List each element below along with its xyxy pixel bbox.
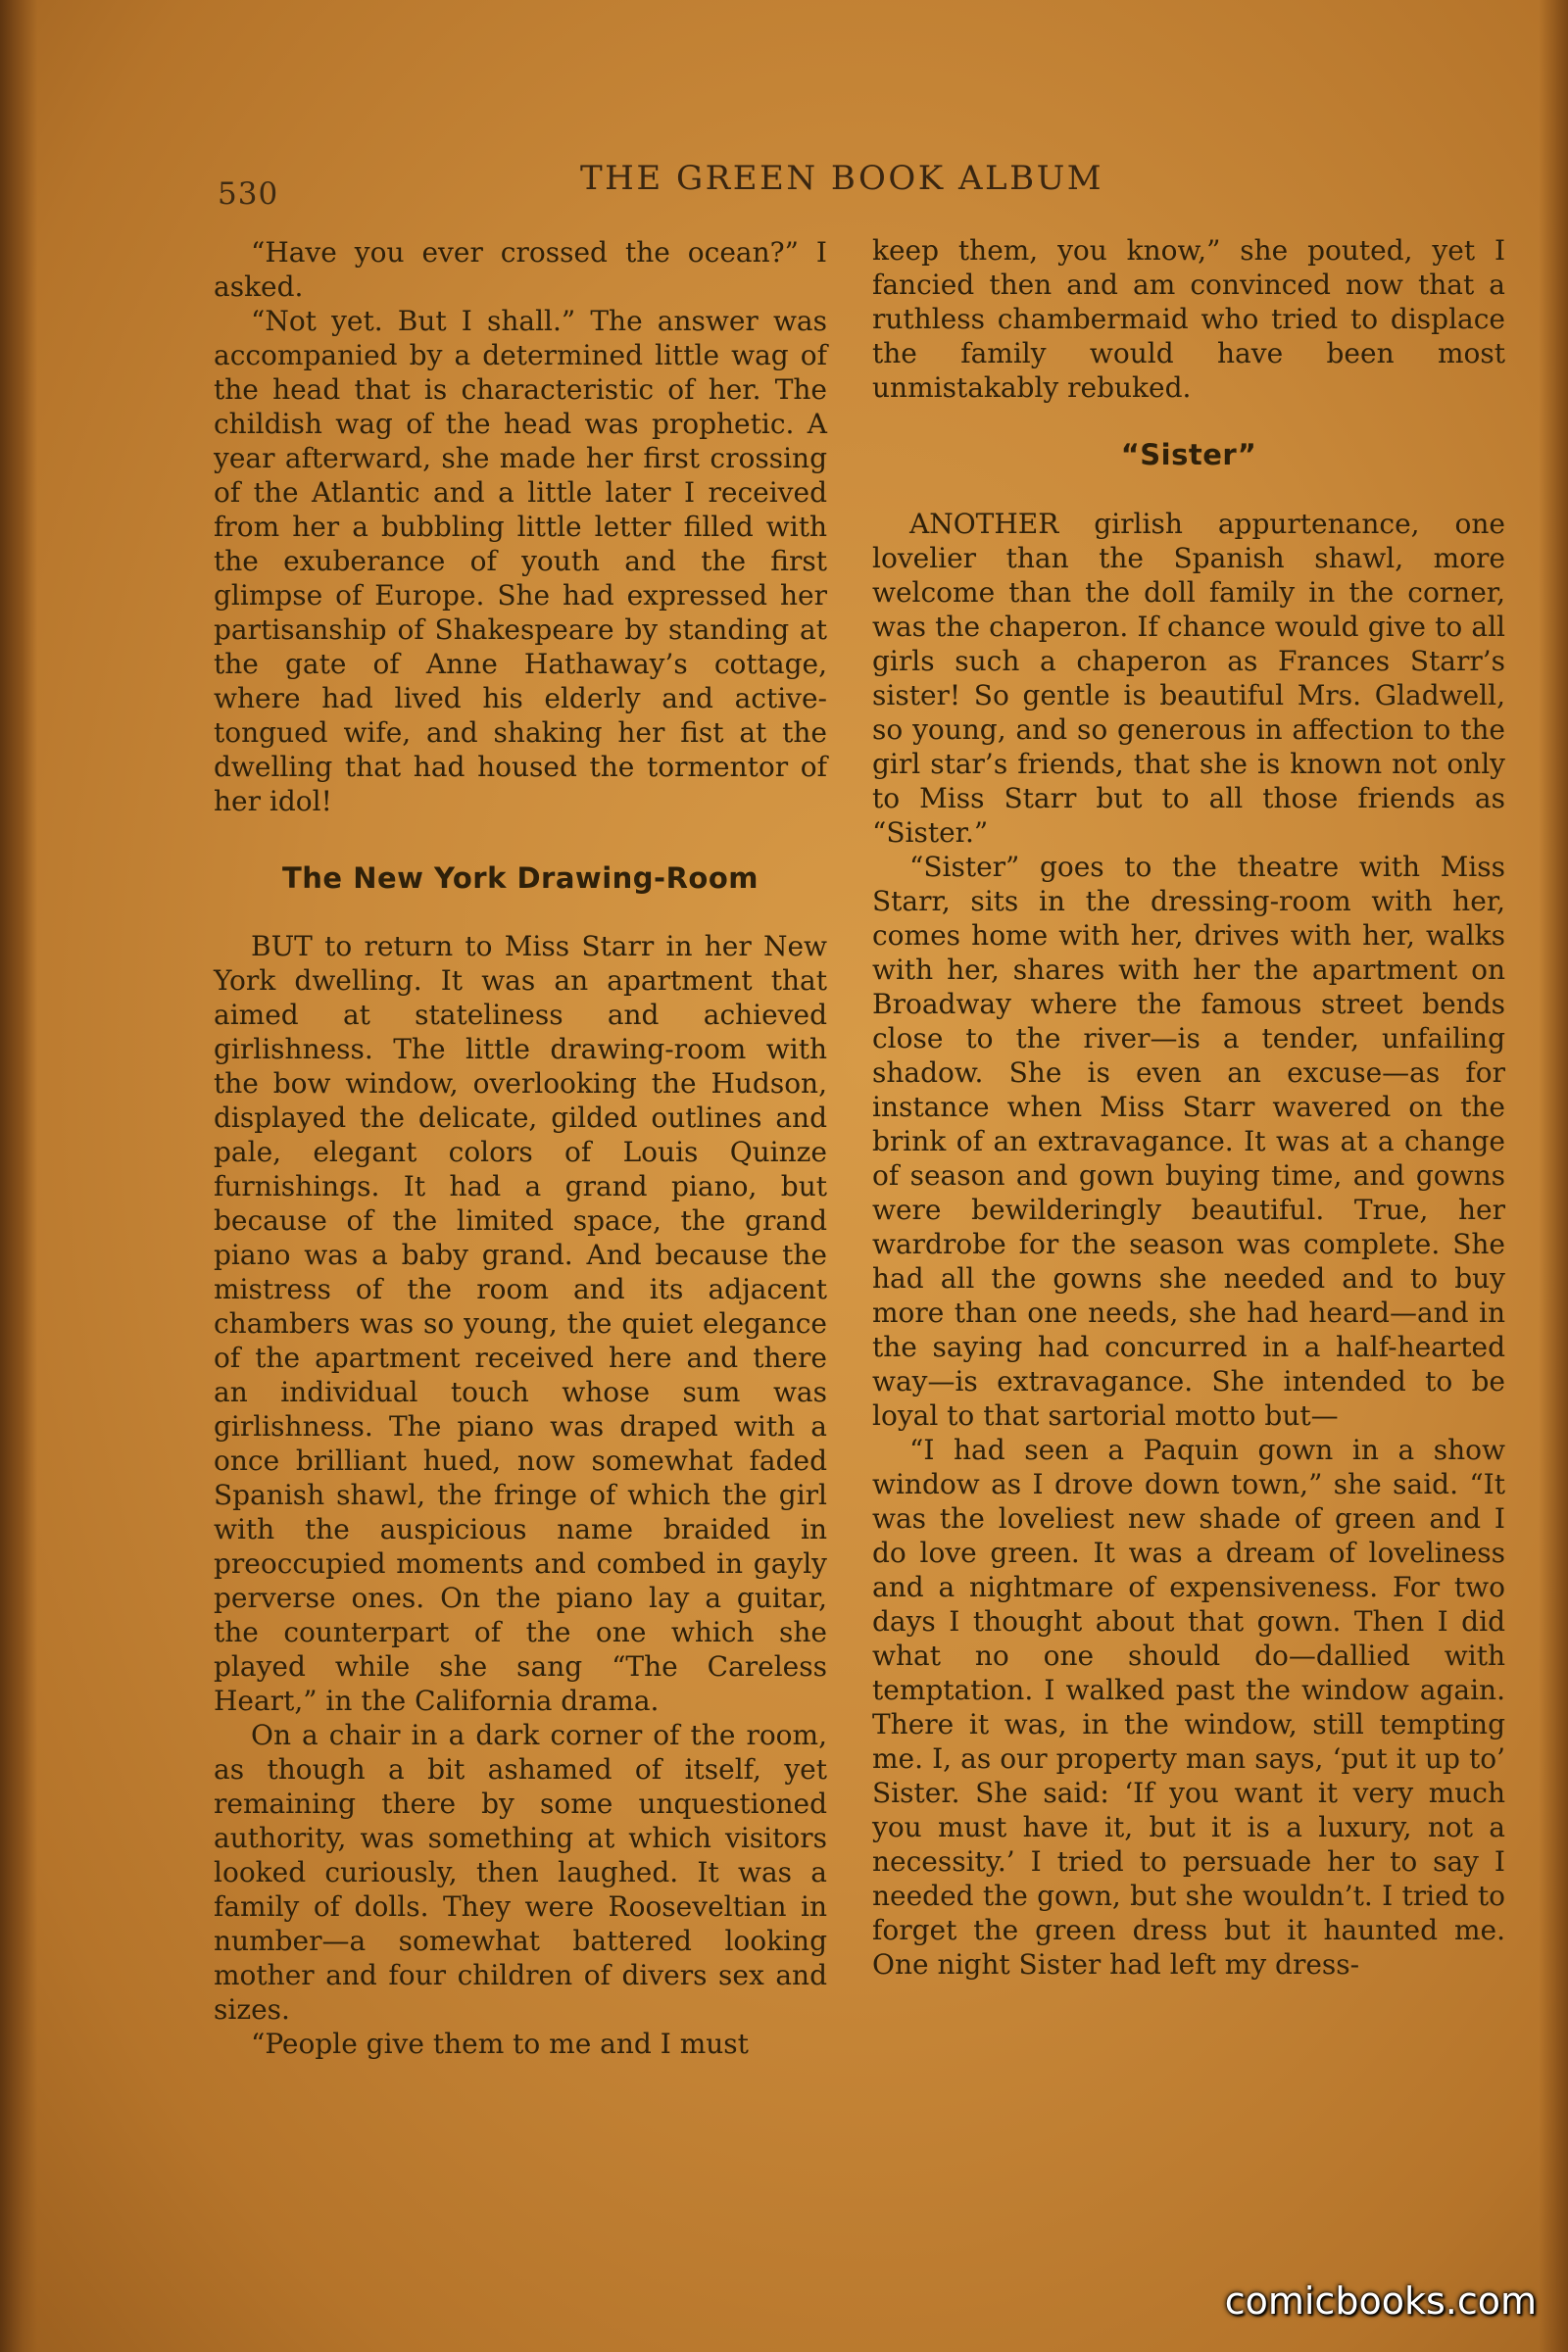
section-heading: The New York Drawing-Room [282,861,759,895]
left-column [214,235,827,2061]
section-heading: “Sister” [1120,438,1257,471]
paragraph: keep them, you know,” she pouted, yet I fancied then and am convinced now that a ruthless chambermaid who tried to displace the family would have been most unmistakably rebuked. [872,234,1505,404]
page-edge-shadow [1539,0,1568,2352]
page-header [218,155,1511,214]
paragraph: ANOTHER girlish appurtenance, one lovelier than the Spanish shawl, more welcome than the doll family in the corner, was the chaperon. If chance would give to all girls such a chaperon as Frances Starr’s sister! So gentle is beautiful Mrs. Gladwell, so young, and so generous in affection to the girl star’s friends, that she is known not only to Miss Starr but to all those friends as “Sister.” [872,508,1505,849]
running-title: THE GREEN BOOK ALBUM [580,159,1104,198]
watermark: comicbooks.com [1224,2279,1537,2323]
paragraph: On a chair in a dark corner of the room, as though a bit ashamed of itself, yet remaining there by some unquestioned authority, was something at which visitors looked curiously, then laughed. It was a family of dolls. They were Rooseveltian in number—a somewhat battered looking mother and four children of divers sex and sizes. [214,1719,827,2026]
page-number: 530 [218,176,279,212]
paragraph: “I had seen a Paquin gown in a show window as I drove down town,” she said. “It was the loveliest new shade of green and I do love green. It was a dream of loveliness and a nightmare of expensiveness. For two days I thought about that gown. Then I did what no one should do—dallied with temptation. I walked past the window again. There it was, in the window, still tempting me. I, as our property man says, ‘put it up to’ Sister. She said: ‘If you want it very much you must have it, but it is a luxury, not a necessity.’ I tried to persuade her to say I needed the gown, but she wouldn’t. I tried to forget the green dress but it haunted me. One night Sister had left my dress- [872,1434,1505,1981]
paragraph: “Have you ever crossed the ocean?” I asked. [214,236,827,303]
right-column [872,233,1505,1982]
paragraph: “Sister” goes to the theatre with Miss Starr, sits in the dressing-room with her, comes home with her, drives with her, walks with her, shares with her the apartment on Broadway where the famous street bends close to the river—is a tender, unfailing shadow. She is even an excuse—as for instance when Miss Starr wavered on the brink of an extravagance. It was at a change of season and gown buying time, and gowns were bewilderingly beautiful. True, her wardrobe for the season was complete. She had all the gowns she needed and to buy more than one needs, she had heard—and in the saying had concurred in a half-hearted way—is extravagance. She intended to be loyal to that sartorial motto but— [872,851,1505,1432]
page-spine-shadow [0,0,37,2352]
paragraph: “Not yet. But I shall.” The answer was accompanied by a determined little wag of the head that is characteristic of her. The childish wag of the head was prophetic. A year afterward, she made her first crossing of the Atlantic and a little later I received from her a bubbling little letter filled with the exuberance of youth and the first glimpse of Europe. She had expressed her partisanship of Shakespeare by standing at the gate of Anne Hathaway’s cottage, where had lived his elderly and active-tongued wife, and shaking her fist at the dwelling that had housed the tormentor of her idol! [214,305,827,817]
paragraph: BUT to return to Miss Starr in her New York dwelling. It was an apartment that aimed at stateliness and achieved girlishness. The little drawing-room with the bow window, overlooking the Hudson, displayed the delicate, gilded outlines and pale, elegant colors of Louis Quinze furnishings. It had a grand piano, but because of the limited space, the grand piano was a baby grand. And because the mistress of the room and its adjacent chambers was so young, the quiet elegance of the apartment received here and there an individual touch whose sum was girlishness. The piano was draped with a once brilliant hued, now somewhat faded Spanish shawl, the fringe of which the girl with the auspicious name braided in preoccupied moments and combed in gayly perverse ones. On the piano lay a guitar, the counterpart of the one which she played while she sang “The Careless Heart,” in the California drama. [214,930,827,1717]
paragraph: “People give them to me and I must [251,2028,749,2060]
